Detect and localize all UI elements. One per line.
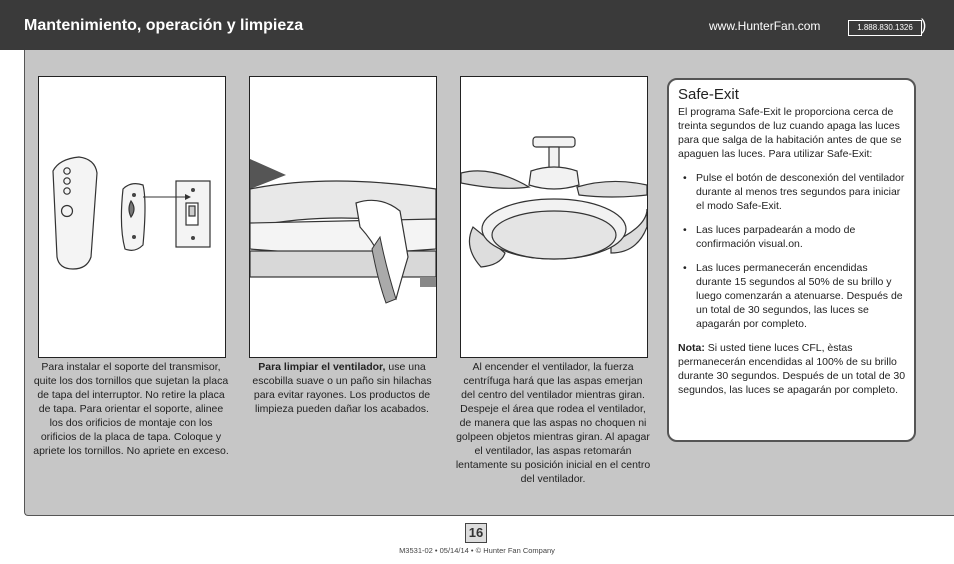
page-number: 16 (465, 523, 487, 543)
list-item: • Las luces parpadearán a modo de confirmación visual.on. (678, 223, 906, 251)
cleaning-drawing (250, 77, 436, 357)
safe-exit-title: Safe-Exit (678, 86, 739, 103)
caption-cleaning-bold: Para limpiar el ventilador, (258, 361, 386, 373)
safe-exit-intro: El programa Safe-Exit le proporciona cerca de treinta segundos de luz cuando apaga las luces para que salga de la habitación antes de que se apaguen las luces. Para utilizar Safe-Exit: (678, 106, 902, 160)
phone-number: 1.888.830.1326 (848, 20, 922, 36)
caption-cleaning (244, 360, 440, 416)
safe-exit-box (667, 78, 916, 442)
page-title: Mantenimiento, operación y limpieza (24, 17, 304, 34)
phone-handset-icon: ) (921, 17, 927, 34)
caption-fan-blades: Al encender el ventilador, la fuerza centrífuga hará que las aspas emerjan del centro del ventilador mientras giran. Despeje el área que rodea el ventilador, de manera que las aspas no choquen ni golpeen objetos mientras giran. Al apagar el ventilador, las aspas retomarán lentamente su posición inicial en el centro del ventilador. (455, 361, 651, 485)
caption-cleaning-text: use una escobilla suave o un paño sin hilachas para evitar rayones. Los productos de limpieza pueden dañar los acabados. (252, 361, 432, 415)
fan-drawing (461, 77, 647, 357)
website-link[interactable]: www.HunterFan.com (709, 19, 821, 33)
note-text: Si usted tiene luces CFL, èstas permanecerán encendidas al 100% de su brillo durante 30 segundos. Después de un total de 30 segundos, las luces se apagarán por completo. (678, 342, 906, 396)
footer-text: M3531-02 • 05/14/14 • © Hunter Fan Company (399, 546, 555, 555)
list-item: • Las luces permanecerán encendidas durante 15 segundos al 50% de su brillo y luego comenzarán a atenuarse. Después de un total de 30 segundos, las luces se apagarán por completo. (678, 261, 906, 331)
list-item: • Pulse el botón de desconexión del ventilador durante al menos tres segundos para iniciar el modo Safe-Exit. (678, 171, 906, 213)
caption-remote-bracket: Para instalar el soporte del transmisor, quite los dos tornillos que sujetan la placa de tapa del interruptor. No retire la placa de tapa. Para orientar el soporte, alinee los dos orificios de montaje con los orificios de la placa de tapa. Coloque y apriete los tornillos. No apriete en exceso. (33, 361, 229, 457)
remote-bracket-drawing (39, 77, 225, 357)
safe-exit-list (678, 171, 906, 331)
note-label: Nota: (678, 342, 705, 354)
header-bar (0, 0, 954, 50)
illustration-cleaning (249, 76, 437, 358)
illustration-fan-blades (460, 76, 648, 358)
safe-exit-note (678, 341, 906, 397)
illustration-remote-bracket (38, 76, 226, 358)
